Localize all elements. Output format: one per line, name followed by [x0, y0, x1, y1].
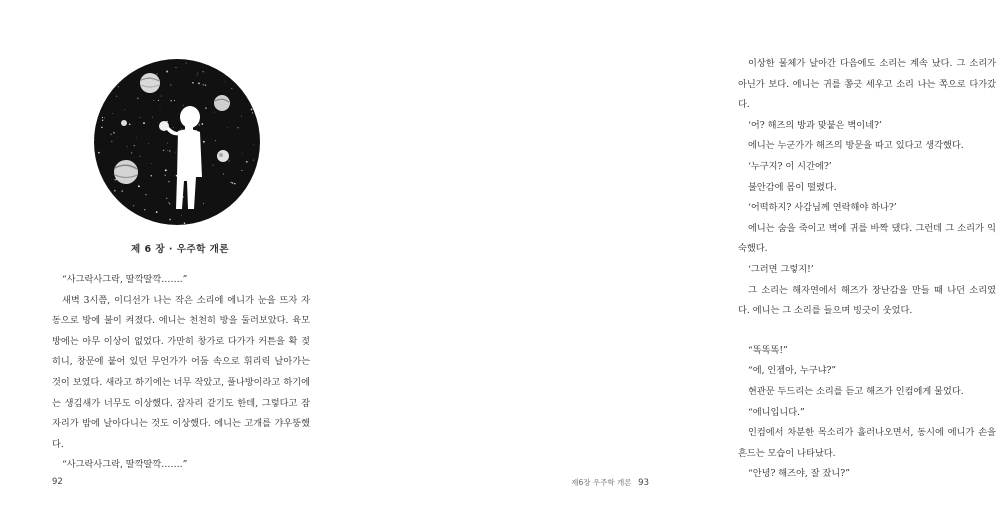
- paragraph: ‘누구지? 이 시간에?’: [748, 160, 832, 172]
- paragraph: ‘어떡하지? 사감님께 연락해야 하나?’: [748, 202, 897, 214]
- left-page: [0, 0, 350, 521]
- paragraph: 이상한 물체가 날아간 다음에도 소리는 계속 났다. 그 소리가 아닌가 보다. 에니는 귀를 쫑긋 세우고 소리 나는 쪽으로 다가갔다.: [738, 58, 996, 111]
- planet-left-small: [121, 120, 127, 126]
- right-page: [350, 0, 996, 521]
- paragraph: 에니는 숨을 죽이고 벽에 귀를 바짝 댔다. 그런데 그 소리가 익숙했다.: [738, 222, 996, 255]
- paragraph: 현관문 두드리는 소리를 듣고 해즈가 인컴에게 물었다.: [748, 385, 964, 397]
- paragraph: 새벽 3시쯤, 이디선가 나는 작은 소리에 에니가 눈을 뜨자 자동으로 방에 불이 켜졌다. 에니는 천천히 방을 둘러보았다. 육모방에는 아무 이상이 없었다. 가만히 창가로 다가가 커튼을 확 젖히니, 창문에 붙어 있던 무언가가 어둠 속으로 휘리릭 날아가는 것이 보였다. 새라고 하기에는 너무 작았고, 풀나방이라고 하기에는 생김새가 너무도 이상했다. 잠자리 같기도 한데, 그렇다고 잠자리가 밤에 날아다니는 것도 이상했다. 에니는 고개를 갸우뚱했다.: [52, 294, 310, 450]
- paragraph: ‘그러면 그렇지!’: [748, 263, 814, 275]
- paragraph: “똑똑똑!”: [748, 344, 788, 356]
- paragraph: ‘어? 해즈의 방과 맞붙은 벽이네?’: [748, 119, 882, 131]
- paragraph: “에니입니다.”: [748, 406, 805, 418]
- planet-right: [214, 95, 230, 111]
- left-body-text: [52, 270, 310, 476]
- chapter-illustration: [94, 59, 260, 225]
- paragraph: “에, 인젬아, 누구냐?”: [748, 365, 837, 377]
- planet-small-right: [217, 150, 229, 162]
- chapter-title: 제 6 장 · 우주학 개론: [131, 244, 229, 255]
- planet-large-top: [140, 73, 160, 93]
- paragraph: 인컴에서 차분한 목소리가 흘러나오면서, 동시에 에니가 손을 흔드는 모습이 나타났다.: [738, 427, 996, 459]
- paragraph: “사그락사그락, 딸깍딸깍…….”: [62, 274, 188, 285]
- footer-chapter-title: 제6장 우주학 개론: [571, 478, 632, 487]
- paragraph: 그 소리는 해자연에서 해즈가 장난감을 만들 때 나던 소리였다. 에니는 그 소리를 들으며 빙긋이 웃었다.: [738, 284, 996, 317]
- page-number-right: 93: [638, 478, 649, 488]
- running-footer: [571, 477, 649, 488]
- planet-bottom-left: [114, 160, 138, 184]
- page-number-left: 92: [52, 477, 63, 487]
- paragraph: “안녕? 해즈야, 잘 잤니?”: [748, 468, 850, 480]
- right-body-text: [738, 54, 996, 485]
- paragraph: 불안감에 몸이 떨렸다.: [748, 181, 837, 193]
- paragraph: 에니는 누군가가 해즈의 방문을 따고 있다고 생각했다.: [748, 140, 964, 152]
- paragraph: “사그락사그락, 딸깍딸깍…….”: [62, 459, 188, 471]
